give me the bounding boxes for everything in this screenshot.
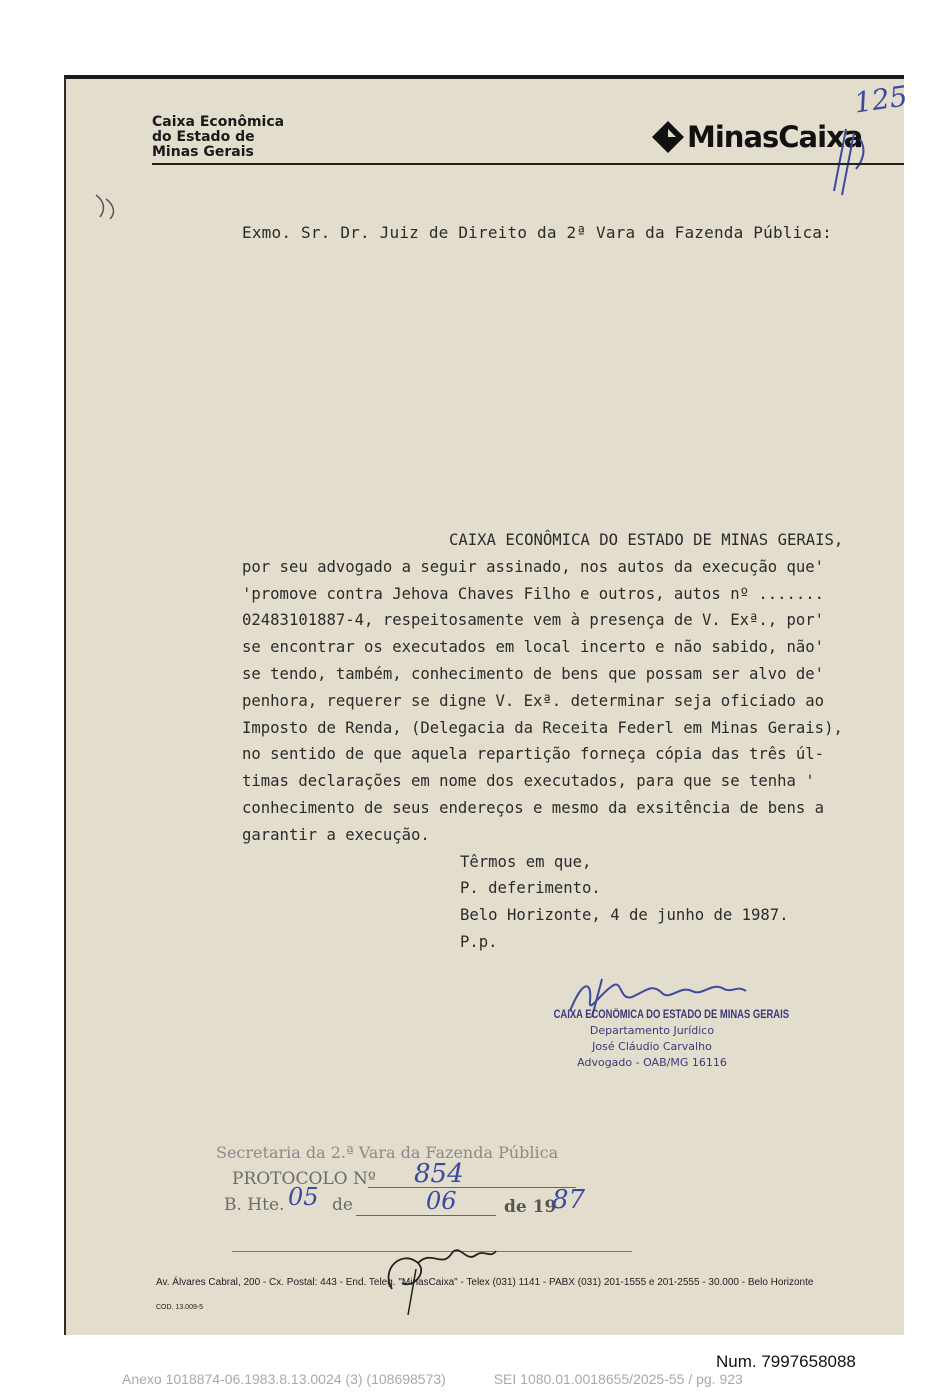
body-line: garantir a execução. xyxy=(242,825,430,844)
signature-name: José Cláudio Carvalho xyxy=(592,1040,712,1053)
closing-line: Têrmos em que, xyxy=(460,852,592,871)
body-line: 02483101887-4, respeitosamente vem à presença de V. Exª., por' xyxy=(242,611,825,630)
addressee-line: Exmo. Sr. Dr. Juiz de Direito da 2ª Vara da Fazenda Pública: xyxy=(242,223,832,242)
closing-line: P. deferimento. xyxy=(460,879,601,898)
stamp-header: Secretaria da 2.ª Vara da Fazenda Pública xyxy=(216,1143,559,1162)
day-de-label: de xyxy=(332,1195,353,1215)
body-line: se tendo, também, conhecimento de bens que possam ser alvo de' xyxy=(242,664,825,683)
body-line: CAIXA ECONÔMICA DO ESTADO DE MINAS GERAIS, xyxy=(449,531,844,549)
scanned-letter xyxy=(64,75,910,1335)
signature-organization: CAIXA ECONÔMICA DO ESTADO DE MINAS GERAIS xyxy=(553,1009,790,1021)
protocol-number-rule xyxy=(368,1187,576,1188)
stamp-month: 06 xyxy=(426,1187,457,1215)
annex-info-left: Anexo 1018874-06.1983.8.13.0024 (3) (108698573) xyxy=(122,1371,446,1387)
body-line: no sentido de que aquela repartição forneça cópia das três úl- xyxy=(242,745,825,764)
footer-address: Av. Álvares Cabral, 200 - Cx. Postal: 443 - End. Teleg. "MinasCaixa" - Telex (031) 1141 - PABX (031) 201-1555 e 201-2555 - 30.000 - Belo Horizonte xyxy=(156,1277,814,1288)
form-code: COD. 13.009-5 xyxy=(156,1304,204,1311)
body-line: 'promove contra Jehova Chaves Filho e outros, autos nº ....... xyxy=(242,584,825,603)
annex-info-right: SEI 1080.01.0018655/2025-55 / pg. 923 xyxy=(493,1371,743,1387)
document-number: Num. 7997658088 xyxy=(716,1352,856,1371)
body-line: se encontrar os executados em local incerto e não sabido, não' xyxy=(242,638,825,657)
handwritten-page-number: 125 xyxy=(851,79,910,120)
body-line: por seu advogado a seguir assinado, nos autos da execução que' xyxy=(242,557,825,576)
body-line: conhecimento de seus endereços e mesmo da exsitência de bens a xyxy=(242,798,825,817)
annex-footer xyxy=(122,1371,787,1387)
bank-name-line: Caixa Econômica xyxy=(152,114,285,130)
signature-department: Departamento Jurídico xyxy=(589,1024,715,1037)
diamond-logo-icon xyxy=(651,120,685,154)
protocol-number: 854 xyxy=(414,1159,464,1189)
closing-line: P.p. xyxy=(460,932,498,951)
body-line: Imposto de Renda, (Delegacia da Receita Federl em Minas Gerais), xyxy=(242,718,843,737)
margin-mark-icon xyxy=(86,187,126,227)
clerk-signature-icon xyxy=(372,1229,512,1319)
body-line: penhora, requerer se digne V. Exª. determinar seja oficiado ao xyxy=(242,691,825,710)
protocol-label: PROTOCOLO Nº xyxy=(232,1169,376,1189)
month-rule xyxy=(356,1215,496,1216)
initials-scribble-icon xyxy=(826,119,886,199)
city-label: B. Hte. xyxy=(224,1195,285,1215)
stamp-day: 05 xyxy=(288,1183,319,1211)
body-line: timas declarações em nome dos executados, para que se tenha ' xyxy=(242,772,815,791)
logo-text: MinasCaixa xyxy=(687,120,863,154)
signature-stamp xyxy=(532,1007,790,1071)
signature-title: Advogado - OAB/MG 16116 xyxy=(577,1056,727,1069)
header-rule xyxy=(152,163,904,165)
bank-name-line: Minas Gerais xyxy=(152,144,254,160)
bank-name xyxy=(152,115,284,160)
bank-name-line: do Estado de xyxy=(152,129,255,145)
letter-body xyxy=(242,527,922,956)
closing-line: Belo Horizonte, 4 de junho de 1987. xyxy=(460,906,789,925)
year-label: de 19 xyxy=(504,1197,557,1217)
stamp-year: 87 xyxy=(552,1185,586,1215)
